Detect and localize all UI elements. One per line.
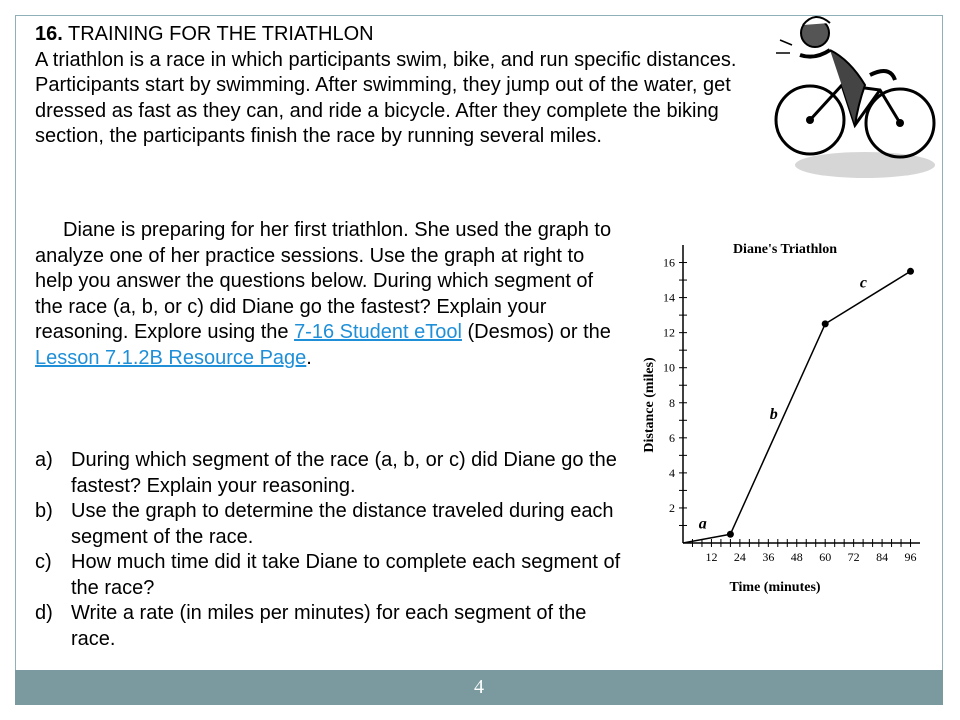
y-tick-label: 4 <box>669 465 675 480</box>
problem-number: 16. <box>35 23 63 45</box>
segment-label: c <box>859 274 867 292</box>
instructions-paragraph <box>35 218 625 371</box>
question-item <box>35 499 625 550</box>
data-point <box>907 268 914 275</box>
y-tick-label: 14 <box>663 290 675 305</box>
cyclist-illustration <box>770 5 945 185</box>
problem-intro-text: A triathlon is a race in which participants swim, bike, and run specific distances. Participants start by swimming. After swimming, they jump out of the water, get dressed as fast as they can, and ride a bicycle. After they complete the biking section, the participants finish the race by running several miles. <box>35 48 737 147</box>
x-tick-label: 60 <box>819 550 832 564</box>
instructions-text-2: (Desmos) or the <box>461 321 611 343</box>
x-tick-label: 72 <box>847 550 860 564</box>
question-label: b) <box>35 500 53 522</box>
x-axis-label: Time (minutes) <box>729 580 821 595</box>
question-text: Write a rate (in miles per minutes) for each segment of the race. <box>71 602 587 650</box>
segment-a <box>683 534 730 543</box>
data-point <box>727 531 734 538</box>
question-text: How much time did it take Diane to complete each segment of the race? <box>71 551 621 599</box>
y-axis-label: Distance (miles) <box>642 357 657 453</box>
segment-b <box>730 324 825 534</box>
question-label: a) <box>35 449 53 471</box>
y-tick-label: 6 <box>669 430 675 445</box>
instructions-text-3: . <box>306 346 312 369</box>
question-item <box>35 448 625 499</box>
question-item <box>35 550 625 601</box>
question-text: During which segment of the race (a, b, or c) did Diane go the fastest? Explain your reasoning. <box>71 449 617 497</box>
page-number: 4 <box>474 676 484 698</box>
question-list <box>35 448 625 652</box>
x-tick-label: 24 <box>733 550 746 564</box>
question-text: Use the graph to determine the distance traveled during each segment of the race. <box>71 500 614 548</box>
x-tick-label: 36 <box>762 550 775 564</box>
problem-title: TRAINING FOR THE TRIATHLON <box>68 23 374 45</box>
instructions-text-1: Diane is preparing for her first triathlon. She used the graph to analyze one of her practice sessions. Use the graph at right to help you answer the questions below. During which segment of the race (a, b, or c) did Diane go the fastest? Explain your reasoning. Explore using the <box>35 219 612 343</box>
x-tick-label: 84 <box>876 550 889 564</box>
footer-bar <box>15 670 943 705</box>
x-tick-label: 48 <box>790 550 803 564</box>
y-tick-label: 10 <box>663 360 675 375</box>
resource-page-link[interactable]: Lesson 7.1.2B Resource Page <box>35 346 307 369</box>
question-item <box>35 601 625 652</box>
student-etool-link[interactable]: 7-16 Student eTool <box>294 321 462 343</box>
problem-intro <box>35 22 770 150</box>
segment-label: b <box>769 406 778 424</box>
segment-label: a <box>698 515 707 533</box>
segment-c <box>825 271 910 324</box>
y-tick-label: 12 <box>663 325 675 340</box>
x-tick-label: 12 <box>705 550 718 564</box>
chart-title: Diane's Triathlon <box>732 242 838 257</box>
y-tick-label: 2 <box>669 500 675 515</box>
y-tick-label: 16 <box>663 255 675 270</box>
x-tick-label: 96 <box>904 550 917 564</box>
y-tick-label: 8 <box>669 395 675 410</box>
triathlon-graph <box>635 215 935 615</box>
question-label: c) <box>35 551 52 573</box>
data-point <box>822 320 829 327</box>
question-label: d) <box>35 602 53 624</box>
